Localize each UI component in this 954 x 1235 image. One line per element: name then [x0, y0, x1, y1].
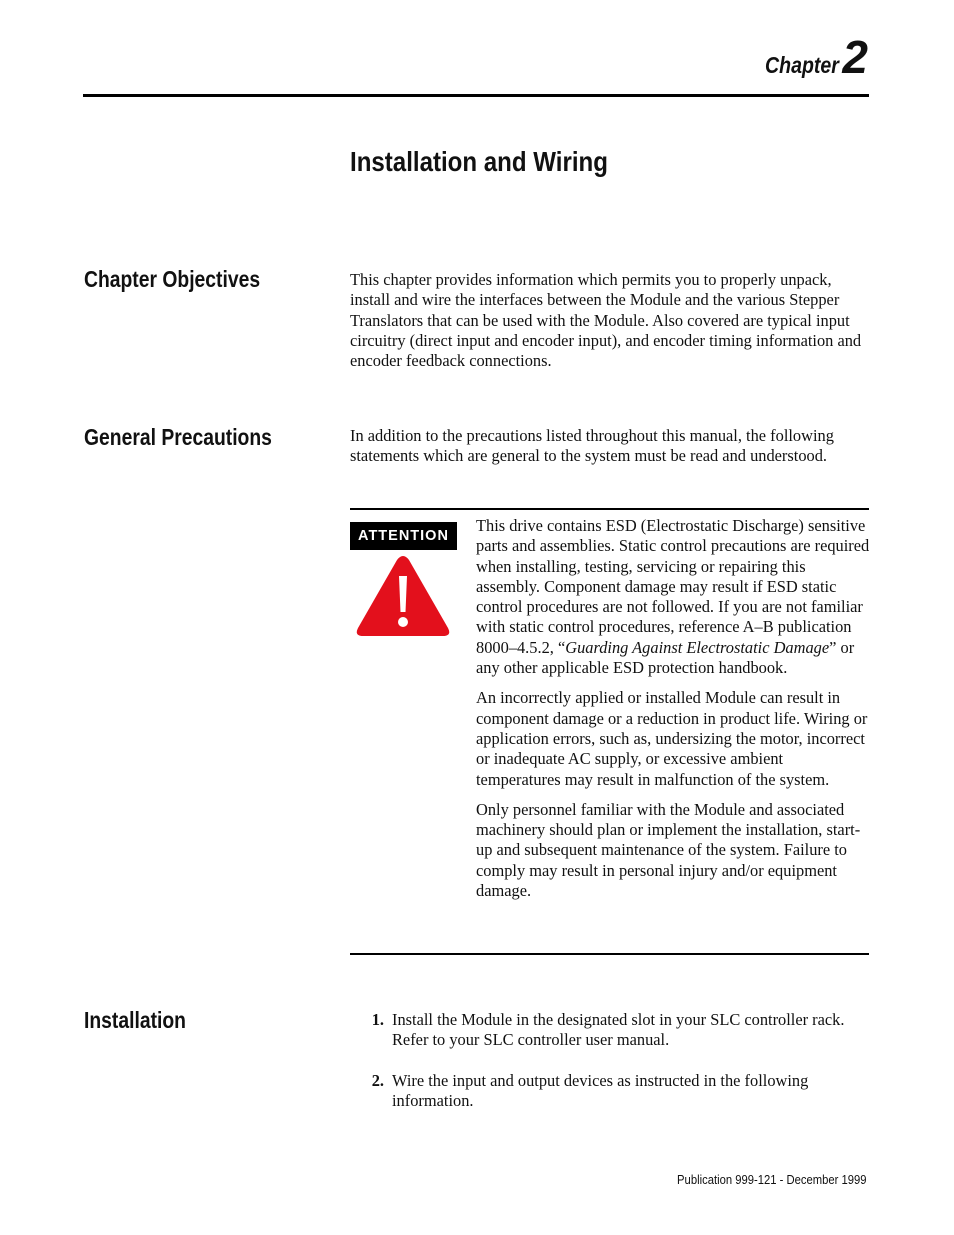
warning-triangle-icon — [355, 554, 451, 638]
precautions-paragraph: In addition to the precautions listed throughout this manual, the following statements which are general to the system must be read and understood. — [350, 426, 834, 466]
attention-paragraph-esd: This drive contains ESD (Electrostatic Discharge) sensitive parts and assemblies. Static control precautions are required when installing, testing, servicing or repairing this assembly. Component damage may result if ESD static control procedures are not followed. If you are not familiar with static control procedures, reference A–B publication 8000–4.5.2, “Guarding Against Electrostatic Damage” or any other applicable ESD protection handbook. — [476, 516, 870, 678]
section-heading-installation: Installation — [84, 1007, 186, 1033]
chapter-heading — [752, 31, 869, 83]
section-heading-precautions: General Precautions — [84, 424, 272, 450]
section-heading-objectives: Chapter Objectives — [84, 266, 261, 292]
step-number: 2. — [371, 1070, 384, 1090]
objectives-paragraph: This chapter provides information which permits you to properly unpack, install and wire the interfaces between the Module and the various Stepper Translators that can be used with the Module. Also covered are typical input circuitry (direct input and encoder input), and encoder timing information and encoder feedback connections. — [350, 270, 862, 371]
attention-paragraph-personnel: Only personnel familiar with the Module and associated machinery should plan or implement the installation, start-up and subsequent maintenance of the system. Failure to comply may result in personal injury and/or equipment damage. — [476, 799, 861, 901]
step-text: Wire the input and output devices as instructed in the following information. — [392, 1070, 809, 1110]
attention-top-rule — [350, 508, 869, 510]
installation-steps — [350, 1010, 870, 1131]
chapter-label: Chapter — [764, 52, 839, 78]
list-item — [350, 1071, 870, 1112]
header-rule — [83, 94, 869, 97]
attention-text — [476, 516, 871, 911]
attention-bottom-rule — [350, 953, 869, 955]
publication-footer: Publication 999-121 - December 1999 — [677, 1173, 867, 1187]
attention-badge: ATTENTION — [350, 522, 457, 550]
attention-paragraph-misapplication: An incorrectly applied or installed Module can result in component damage or a reduction in product life. Wiring or application errors, such as, undersizing the motor, incorrect or inadequate AC supply, or excessive ambient temperatures may result in malfunction of the system. — [476, 688, 868, 789]
chapter-number: 2 — [842, 31, 868, 83]
step-number: 1. — [371, 1010, 384, 1029]
page-title: Installation and Wiring — [350, 146, 608, 177]
step-text: Install the Module in the designated slot in your SLC controller rack. Refer to your SLC controller user manual. — [392, 1010, 845, 1050]
list-item — [350, 1010, 870, 1051]
